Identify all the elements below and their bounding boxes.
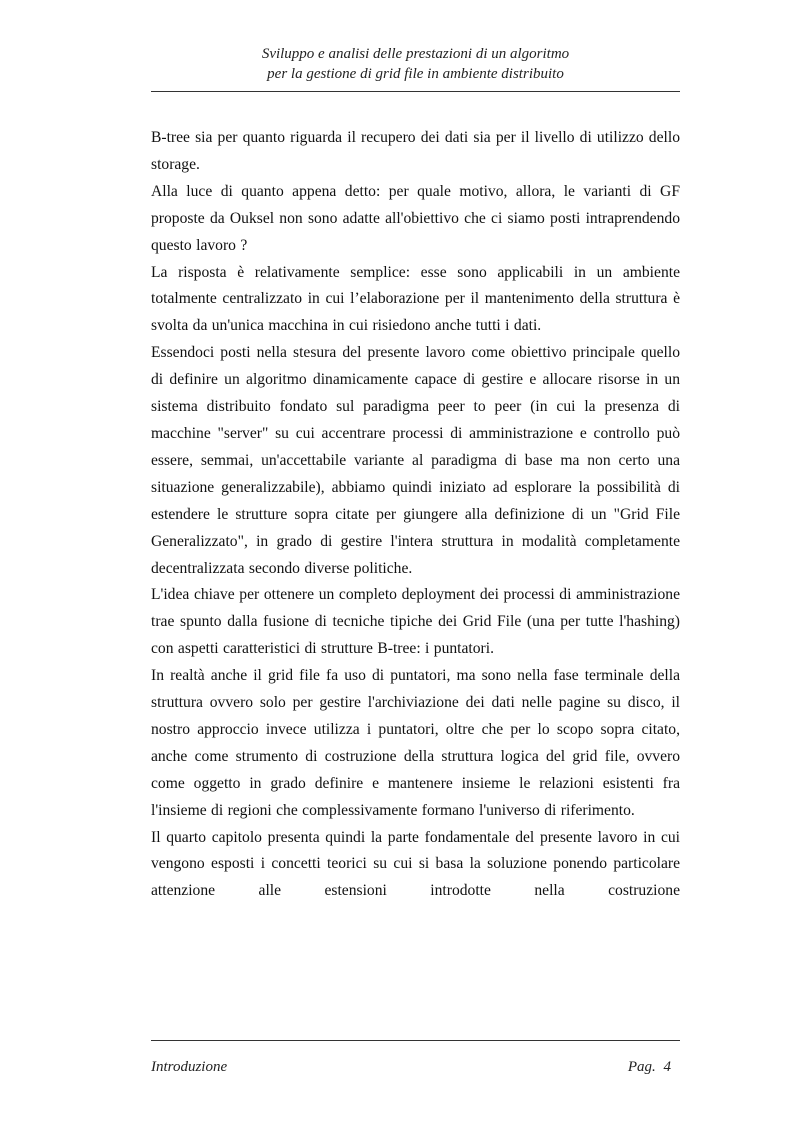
header-divider (151, 91, 680, 92)
body-text (151, 125, 680, 905)
paragraph: Il quarto capitolo presenta quindi la parte fondamentale del presente lavoro in cui vengono esposti i concetti teorici su cui si basa la soluzione ponendo particolare attenzione alle estensioni introdotte nella costruzione (151, 828, 680, 900)
paragraph: B-tree sia per quanto riguarda il recupero dei dati sia per il livello di utilizzo dello storage. (151, 129, 680, 173)
page-number: Pag. 4 (627, 1059, 671, 1075)
paragraph: Essendoci posti nella stesura del presente lavoro come obiettivo principale quello di definire un algoritmo dinamicamente capace di gestire e allocare risorse in un sistema distribuito fondato sul paradigma peer to peer (in cui la presenza di macchine "server" su cui accentrare processi di amministrazione e controllo può essere, semmai, un'accettabile variante al paradigma di base ma non certo una situazione generalizzabile), abbiamo quindi iniziato ad esplorare la possibilità di estendere le strutture sopra citate per giungere alla definizione di un "Grid File Generalizzato", in grado di gestire l'intera struttura in modalità completamente decentralizzata secondo diverse politiche. (151, 344, 680, 577)
footer-section-title: Introduzione (151, 1059, 228, 1075)
paragraph: La risposta è relativamente semplice: esse sono applicabili in un ambiente totalmente centralizzato in cui l’elaborazione per il mantenimento della struttura è svolta da un'unica macchina in cui risiedono anche tutti i dati. (151, 263, 680, 335)
footer-divider (151, 1040, 680, 1041)
header-title-line-1: Sviluppo e analisi delle prestazioni di un algoritmo (261, 46, 570, 62)
header-title-line-2: per la gestione di grid file in ambiente distribuito (267, 66, 564, 82)
paragraph: Alla luce di quanto appena detto: per quale motivo, allora, le varianti di GF proposte da Ouksel non sono adatte all'obiettivo che ci siamo posti intraprendendo questo lavoro ? (151, 182, 680, 254)
paragraph: L'idea chiave per ottenere un completo deployment dei processi di amministrazione trae spunto dalla fusione di tecniche tipiche dei Grid File (una per tutte l'hashing) con aspetti caratteristici di strutture B-tree: i puntatori. (151, 586, 680, 658)
paragraph: In realtà anche il grid file fa uso di puntatori, ma sono nella fase terminale della struttura ovvero solo per gestire l'archiviazione dei dati nelle pagine su disco, il nostro approccio invece utilizza i puntatori, oltre che per lo scopo sopra citato, anche come strumento di costruzione della struttura logica del grid file, ovvero come oggetto in grado definire e mantenere insieme le relazioni esistenti fra l'insieme di regioni che complessivamente formano l'universo di riferimento. (151, 667, 680, 819)
running-header (151, 44, 680, 84)
